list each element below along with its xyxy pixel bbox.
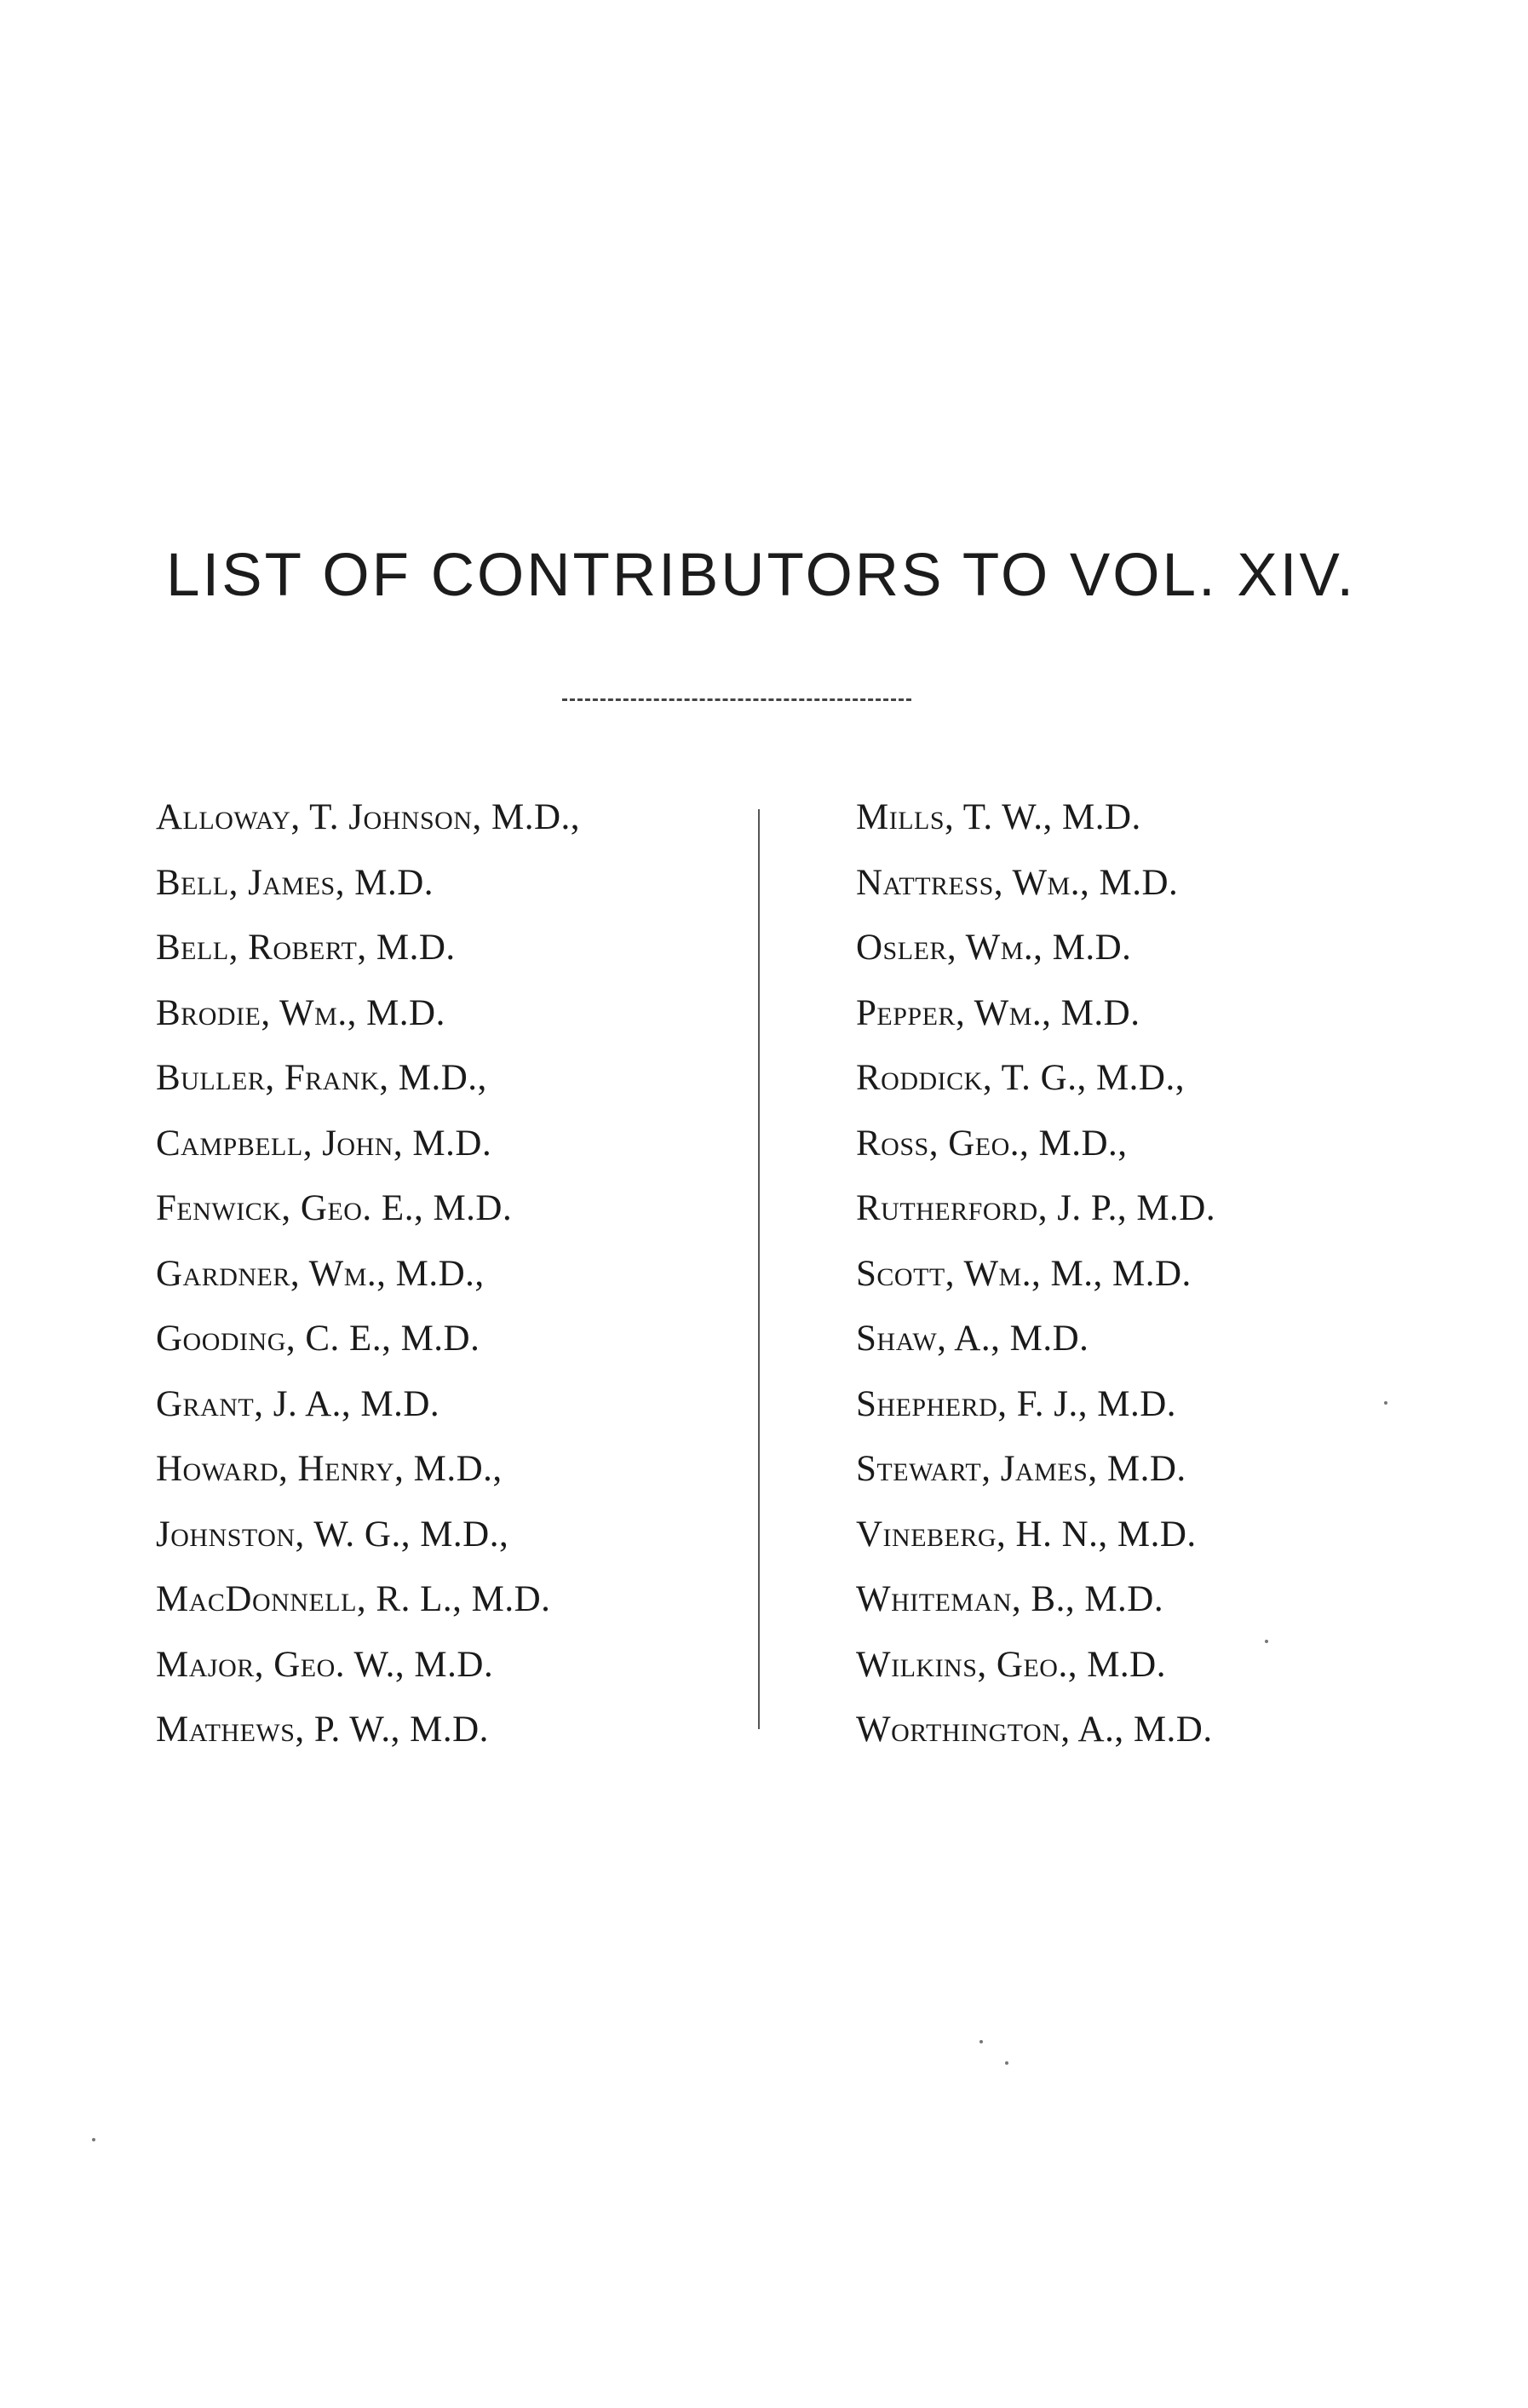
contributor-entry: Howard, Henry, M.D., <box>156 1449 503 1489</box>
contributor-entry: Brodie, Wm., M.D. <box>156 992 445 1033</box>
contributor-entry: Gooding, C. E., M.D. <box>156 1319 480 1359</box>
contributor-entry: Nattress, Wm., M.D. <box>856 862 1179 903</box>
contributor-entry: Scott, Wm., M., M.D. <box>856 1253 1192 1294</box>
contributor-entry: Major, Geo. W., M.D. <box>156 1644 494 1685</box>
contributor-entry: Gardner, Wm., M.D., <box>156 1253 485 1294</box>
contributor-entry: Rutherford, J. P., M.D. <box>856 1188 1216 1228</box>
contributors-right-column <box>856 785 1215 1763</box>
contributors-left-column <box>156 785 580 1763</box>
contributor-entry: Shaw, A., M.D. <box>856 1319 1089 1359</box>
scan-speck <box>979 2040 983 2043</box>
contributor-entry: Alloway, T. Johnson, M.D., <box>156 797 581 837</box>
contributor-entry: Vineberg, H. N., M.D. <box>856 1514 1197 1555</box>
column-divider <box>758 809 760 1729</box>
scan-speck <box>92 2138 95 2141</box>
contributor-entry: Roddick, T. G., M.D., <box>856 1058 1185 1098</box>
scan-speck <box>1265 1640 1268 1643</box>
contributor-entry: Stewart, James, M.D. <box>856 1449 1186 1489</box>
contributor-entry: Pepper, Wm., M.D. <box>856 992 1140 1033</box>
contributor-entry: Bell, Robert, M.D. <box>156 928 456 968</box>
contributor-entry: Campbell, John, M.D. <box>156 1123 492 1164</box>
contributor-entry: Worthington, A., M.D. <box>856 1710 1213 1750</box>
contributor-entry: Mathews, P. W., M.D. <box>156 1710 489 1750</box>
contributor-entry: Buller, Frank, M.D., <box>156 1058 487 1098</box>
title-divider-rule <box>562 698 911 701</box>
contributor-entry: Johnston, W. G., M.D., <box>156 1514 509 1555</box>
contributor-entry: Bell, James, M.D. <box>156 862 434 903</box>
contributor-entry: Wilkins, Geo., M.D. <box>856 1644 1166 1685</box>
scan-speck <box>1005 2061 1008 2065</box>
contributor-entry: Ross, Geo., M.D., <box>856 1123 1128 1164</box>
contributor-entry: Shepherd, F. J., M.D. <box>856 1383 1176 1424</box>
contributor-entry: Grant, J. A., M.D. <box>156 1383 440 1424</box>
scan-speck <box>1384 1401 1387 1405</box>
contributor-entry: Whiteman, B., M.D. <box>856 1579 1164 1619</box>
contributor-entry: Mills, T. W., M.D. <box>856 797 1141 837</box>
page-title: LIST OF CONTRIBUTORS TO VOL. XIV. <box>166 542 1357 609</box>
contributor-entry: Osler, Wm., M.D. <box>856 928 1132 968</box>
contributor-entry: Fenwick, Geo. E., M.D. <box>156 1188 513 1228</box>
contributor-entry: MacDonnell, R. L., M.D. <box>156 1579 551 1619</box>
